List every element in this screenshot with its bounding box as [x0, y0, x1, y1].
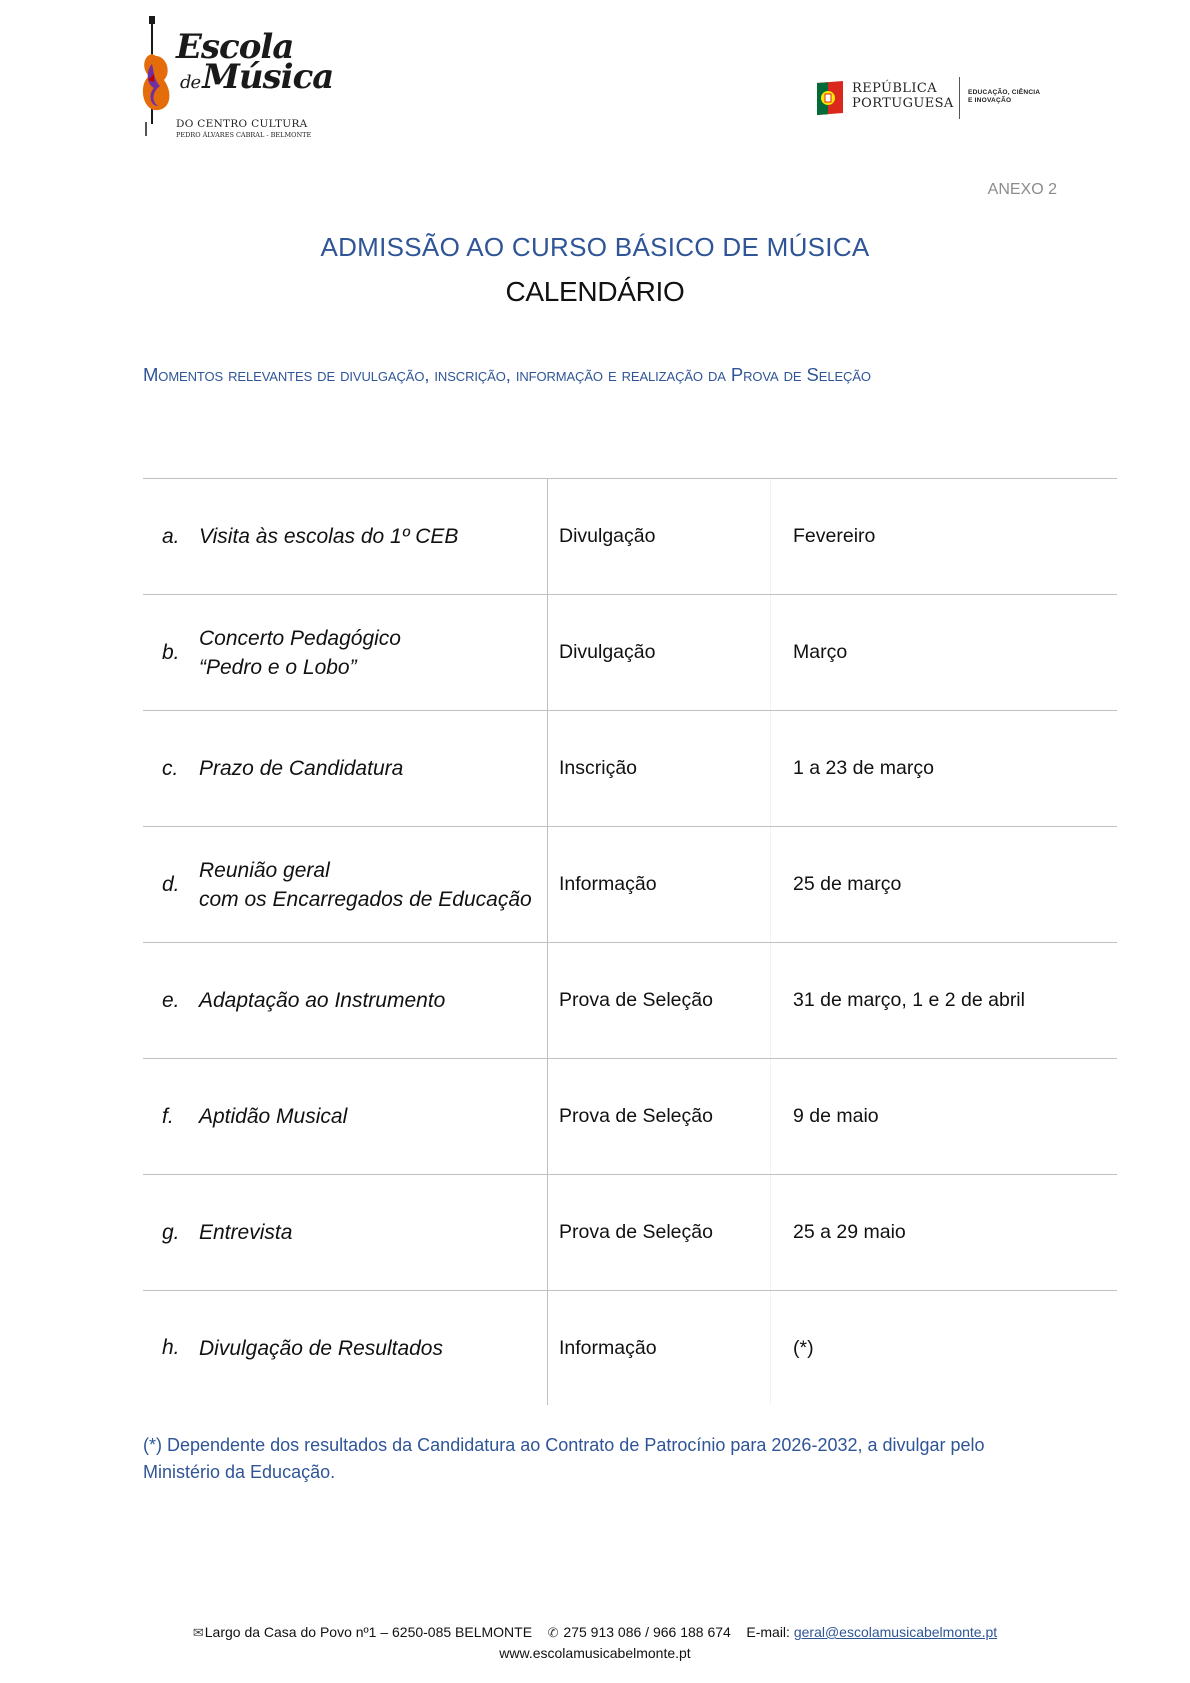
logo-divider — [959, 77, 960, 119]
category-text: Inscrição — [559, 757, 638, 779]
category-text: Informação — [559, 1336, 657, 1359]
date-cell — [771, 711, 1117, 826]
footer-email-label: E-mail: — [746, 1624, 790, 1640]
date-cell — [771, 1059, 1117, 1174]
category-cell — [547, 1059, 771, 1174]
activity-line: Divulgação de Resultados — [199, 1336, 443, 1360]
activity-line: Adaptação ao Instrumento — [199, 989, 446, 1012]
category-text: Prova de Seleção — [559, 1221, 713, 1243]
calendar-table — [143, 478, 1117, 1405]
activity-name — [199, 624, 401, 682]
document-title: ADMISSÃO AO CURSO BÁSICO DE MÚSICA — [320, 232, 870, 262]
ministry-name — [968, 89, 1040, 105]
table-row — [143, 478, 1117, 594]
document-subtitle: CALENDÁRIO — [505, 276, 685, 307]
row-letter: e. — [162, 988, 180, 1012]
category-cell — [547, 943, 771, 1058]
date-text: Março — [793, 641, 848, 663]
republic-line-1: REPÚBLICA — [852, 81, 938, 96]
category-cell — [547, 1291, 771, 1405]
activity-name — [199, 754, 403, 783]
category-cell — [547, 479, 771, 594]
violin-icon — [140, 14, 180, 139]
ministry-line-1: EDUCAÇÃO, CIÊNCIA — [968, 89, 1041, 96]
date-text: 25 a 29 maio — [793, 1221, 906, 1243]
date-text: 25 de março — [793, 873, 902, 895]
row-letter: b. — [162, 640, 180, 664]
row-letter: g. — [162, 1220, 180, 1244]
activity-line: Reunião geral — [199, 858, 330, 882]
row-letter: h. — [162, 1336, 180, 1359]
footnote: (*) Dependente dos resultados da Candidatura ao Contrato de Patrocínio para 2026-2032, a divulgar pelo Ministério da Educação. — [143, 1435, 985, 1482]
activity-line: Prazo de Candidatura — [199, 757, 404, 780]
footer-website: www.escolamusicabelmonte.pt — [499, 1645, 691, 1661]
activity-line: “Pedro e o Lobo” — [199, 655, 357, 679]
table-row — [143, 1290, 1117, 1405]
ministry-line-2: E INOVAÇÃO — [968, 97, 1012, 104]
date-text: 31 de março, 1 e 2 de abril — [793, 989, 1025, 1011]
row-letter: d. — [162, 872, 180, 896]
email-link[interactable]: geral@escolamusicabelmonte.pt — [793, 1624, 998, 1640]
activity-cell — [143, 595, 547, 710]
category-text: Prova de Seleção — [559, 1105, 713, 1127]
category-cell — [547, 1175, 771, 1290]
portugal-flag-icon — [815, 79, 845, 117]
activity-name — [199, 1102, 347, 1131]
logo-word-de: de — [180, 72, 201, 93]
date-cell — [771, 827, 1117, 942]
activity-name — [199, 986, 445, 1015]
phone-icon: ✆ — [547, 1625, 559, 1640]
activity-line: Aptidão Musical — [199, 1105, 348, 1128]
category-cell — [547, 827, 771, 942]
activity-name — [199, 856, 532, 914]
section-heading: Momentos relevantes de divulgação, inscrição, informação e realização da Prova de Seleção — [143, 364, 871, 385]
table-row — [143, 710, 1117, 826]
footer-address: Largo da Casa do Povo nº1 – 6250-085 BELMONTE — [204, 1624, 533, 1640]
activity-cell — [143, 711, 547, 826]
activity-line: Concerto Pedagógico — [199, 626, 401, 650]
date-text: Fevereiro — [793, 525, 876, 547]
date-text: 9 de maio — [793, 1105, 879, 1127]
logo-subtitle-2: PEDRO ÁLVARES CABRAL - BELMONTE — [176, 131, 312, 139]
activity-name — [199, 522, 458, 551]
page-footer — [0, 1622, 1190, 1663]
envelope-icon: ✉ — [192, 1625, 204, 1640]
category-text: Divulgação — [559, 641, 656, 663]
activity-cell — [143, 479, 547, 594]
republic-line-2: PORTUGUESA — [852, 96, 954, 111]
date-cell — [771, 943, 1117, 1058]
category-cell — [547, 595, 771, 710]
activity-name — [199, 1218, 292, 1247]
government-logo — [815, 77, 1055, 119]
table-row — [143, 594, 1117, 710]
school-logo — [140, 14, 334, 139]
category-text: Informação — [559, 873, 657, 895]
school-logo-title — [176, 27, 334, 98]
table-row — [143, 1174, 1117, 1290]
row-letter: c. — [162, 756, 179, 780]
activity-name — [199, 1334, 443, 1363]
footer-phones: 275 913 086 / 966 188 674 — [563, 1624, 731, 1640]
activity-cell — [143, 1291, 547, 1405]
logo-word-musica: Música — [202, 57, 334, 97]
activity-cell — [143, 1175, 547, 1290]
footer-contact-line — [0, 1622, 1190, 1643]
date-cell — [771, 479, 1117, 594]
activity-cell — [143, 827, 547, 942]
category-text: Divulgação — [559, 525, 656, 547]
activity-line: Visita às escolas do 1º CEB — [199, 525, 459, 548]
logo-word-escola: Escola — [176, 27, 294, 67]
activity-line: Entrevista — [199, 1221, 293, 1244]
activity-line: com os Encarregados de Educação — [199, 887, 532, 911]
table-row — [143, 942, 1117, 1058]
activity-cell — [143, 943, 547, 1058]
date-cell — [771, 1291, 1117, 1405]
table-row — [143, 1058, 1117, 1174]
date-text: 1 a 23 de março — [793, 757, 934, 779]
row-letter: a. — [162, 524, 180, 548]
table-row — [143, 826, 1117, 942]
date-cell — [771, 1175, 1117, 1290]
activity-cell — [143, 1059, 547, 1174]
category-cell — [547, 711, 771, 826]
republic-name — [852, 81, 954, 111]
category-text: Prova de Seleção — [559, 989, 713, 1011]
date-cell — [771, 595, 1117, 710]
date-text: (*) — [793, 1336, 814, 1359]
annex-label: ANEXO 2 — [987, 181, 1057, 198]
logo-subtitle-1: DO CENTRO CULTURA — [176, 118, 308, 130]
row-letter: f. — [162, 1104, 174, 1128]
